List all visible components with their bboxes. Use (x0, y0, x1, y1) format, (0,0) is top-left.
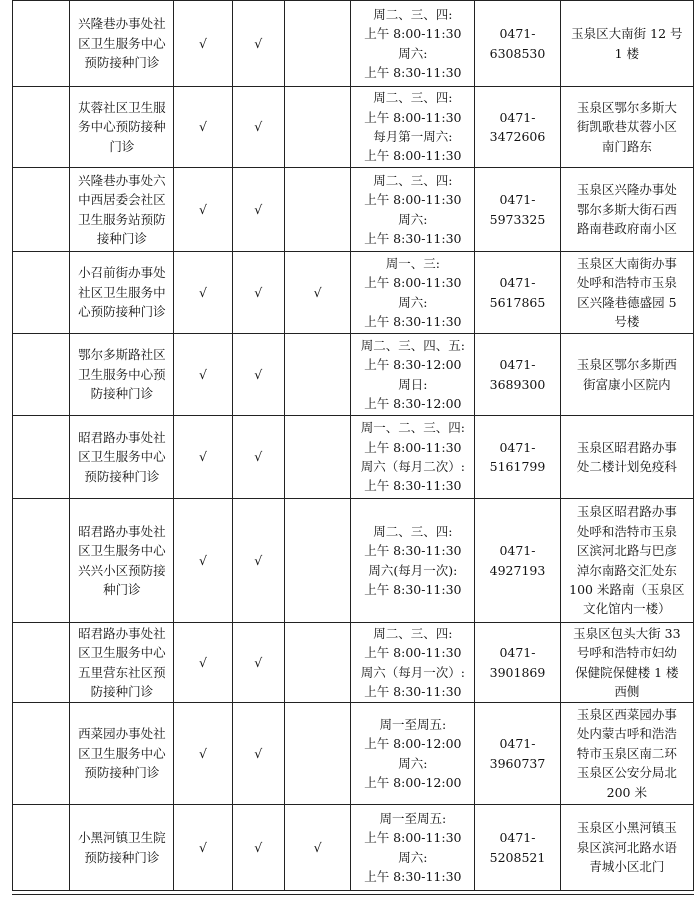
service-check-2: √ (232, 252, 284, 334)
clinic-name-line: 兴隆巷办事处六 (78, 172, 166, 188)
service-hours-line: 上午 8:30-11:30 (364, 478, 462, 494)
service-check-1: √ (174, 334, 232, 416)
clinic-name-line: 预防接种门诊 (84, 55, 160, 71)
phone-number (475, 334, 560, 416)
phone-number (475, 1, 560, 87)
phone-number-line: 5973325 (489, 211, 546, 227)
row-margin-cell (13, 805, 70, 891)
clinic-name-line: 社区卫生服务中 (78, 284, 166, 300)
clinic-name-line: 预防接种门诊 (84, 849, 160, 865)
service-hours (351, 416, 475, 499)
clinic-name-line: 区卫生服务中心 (78, 449, 166, 465)
service-check-1: √ (174, 168, 232, 252)
phone-number (475, 703, 560, 805)
service-hours-line: 上午 8:30-12:00 (364, 357, 462, 373)
clinic-name-line: 卫生服务中心预 (78, 366, 166, 382)
phone-number-line: 6308530 (489, 45, 546, 61)
clinic-name (70, 416, 174, 499)
clinic-address (560, 499, 693, 623)
clinic-address-line: 文化馆内一楼） (583, 601, 671, 617)
clinic-address-line: 玉泉区昭君路办事 (576, 439, 677, 455)
phone-number (475, 87, 560, 168)
clinic-name-line: 预防接种门诊 (84, 765, 160, 781)
clinic-name-line: 门诊 (109, 138, 135, 154)
phone-number-line: 0471- (499, 275, 536, 291)
service-hours-line: 上午 8:30-11:30 (364, 313, 462, 329)
service-hours (351, 499, 475, 623)
service-check-3 (284, 334, 351, 416)
service-check-3 (284, 168, 351, 252)
clinic-address (560, 252, 693, 334)
phone-number-line: 5208521 (489, 849, 546, 865)
service-hours-line: 上午 8:00-11:30 (364, 275, 462, 291)
service-check-1: √ (174, 499, 232, 623)
phone-number-line: 5161799 (489, 459, 546, 474)
row-margin-cell (13, 416, 70, 499)
clinic-name (70, 334, 174, 416)
phone-number-line: 0471- (499, 26, 536, 42)
clinic-name-line: 区卫生服务中心 (78, 35, 166, 51)
service-hours (351, 703, 475, 805)
clinic-address-line: 路南巷政府南小区 (576, 221, 677, 237)
table-row (13, 168, 694, 252)
clinic-name-line: 苁蓉社区卫生服 (78, 99, 166, 115)
service-hours (351, 334, 475, 416)
clinic-address-line: 街富康小区院内 (583, 376, 671, 392)
clinic-name (70, 87, 174, 168)
clinic-name-line: 西菜园办事处社 (78, 726, 166, 742)
service-hours-line: 上午 8:00-11:30 (364, 439, 462, 455)
clinic-address-line: 玉泉区大南街办事 (576, 255, 677, 271)
service-hours (351, 87, 475, 168)
service-hours-line: 周二、三、四: (373, 90, 453, 106)
clinic-address-line: 玉泉区大南街 12 号 (571, 26, 683, 42)
service-hours-line: 上午 8:30-11:30 (364, 683, 462, 699)
service-hours-line: 每月第一周六: (373, 129, 453, 144)
table-row (13, 1, 694, 87)
phone-number (475, 623, 560, 703)
service-check-1: √ (174, 703, 232, 805)
phone-number-line: 4927193 (489, 562, 546, 578)
clinic-table (12, 0, 694, 891)
service-hours-line: 上午 8:30-11:30 (364, 230, 462, 246)
service-check-2: √ (232, 623, 284, 703)
service-hours-line: 周一至周五: (379, 810, 447, 826)
clinic-address-line: 玉泉区西菜园办事 (576, 707, 677, 723)
service-hours-line: 上午 8:00-12:00 (364, 774, 462, 790)
phone-number-line: 3472606 (489, 129, 546, 144)
clinic-name-line: 昭君路办事处社 (78, 625, 166, 641)
clinic-name (70, 499, 174, 623)
clinic-name-line: 鄂尔多斯路社区 (78, 347, 166, 363)
phone-number (475, 499, 560, 623)
service-check-2: √ (232, 87, 284, 168)
service-hours-line: 上午 8:00-11:30 (364, 148, 462, 164)
clinic-name-line: 务中心预防接种 (78, 119, 166, 135)
row-margin-cell (13, 1, 70, 87)
service-hours-line: 周六（每月二次）: (360, 459, 465, 474)
service-hours-line: 周二、三、四: (373, 625, 453, 641)
service-check-2: √ (232, 1, 284, 87)
service-hours-line: 上午 8:00-11:30 (364, 830, 462, 846)
service-hours-line: 上午 8:00-11:30 (364, 645, 462, 661)
table-row (13, 252, 694, 334)
phone-number-line: 0471- (499, 645, 536, 661)
service-hours-line: 上午 8:30-11:30 (364, 543, 462, 559)
row-margin-cell (13, 252, 70, 334)
phone-number-line: 0471- (499, 543, 536, 559)
table-row (13, 87, 694, 168)
clinic-name-line: 防接种门诊 (90, 386, 154, 402)
service-check-3 (284, 416, 351, 499)
clinic-address (560, 1, 693, 87)
service-hours (351, 623, 475, 703)
service-check-1: √ (174, 252, 232, 334)
service-check-3 (284, 623, 351, 703)
service-hours-line: 周二、三、四: (373, 172, 453, 188)
service-hours-line: 上午 8:00-11:30 (364, 192, 462, 208)
service-check-1: √ (174, 1, 232, 87)
table-row (13, 416, 694, 499)
clinic-name-line: 心预防接种门诊 (78, 304, 166, 320)
clinic-address-line: 区滨河北路与巴彦 (576, 543, 677, 559)
phone-number (475, 252, 560, 334)
table-bottom-border (12, 894, 694, 895)
clinic-address-line: 青城小区北门 (589, 859, 665, 875)
phone-number-line: 3689300 (489, 376, 546, 392)
service-hours-line: 上午 8:30-11:30 (364, 868, 462, 884)
clinic-address-line: 玉泉区兴隆办事处 (576, 182, 677, 198)
service-hours-line: 周二、三、四、五: (360, 337, 465, 353)
service-check-3 (284, 499, 351, 623)
service-hours-line: 周六: (398, 211, 428, 227)
row-margin-cell (13, 168, 70, 252)
clinic-address-line: 玉泉区昭君路办事 (576, 504, 677, 520)
phone-number-line: 0471- (499, 192, 536, 208)
service-check-2: √ (232, 499, 284, 623)
service-hours (351, 252, 475, 334)
phone-number-line: 0471- (499, 736, 536, 752)
row-margin-cell (13, 334, 70, 416)
service-check-1: √ (174, 805, 232, 891)
clinic-address-line: 区兴隆巷德盛园 5 (577, 294, 677, 310)
clinic-table-body (13, 1, 694, 891)
service-check-3 (284, 87, 351, 168)
service-hours-line: 上午 8:30-12:00 (364, 395, 462, 411)
clinic-address-line: 西侧 (614, 683, 640, 699)
service-hours-line: 周日: (398, 376, 428, 392)
service-hours-line: 周二、三、四: (373, 523, 453, 539)
clinic-address-line: 号楼 (614, 313, 640, 329)
service-hours-line: 周六(每月一次): (368, 562, 458, 578)
clinic-address-line: 泉区滨河北路水语 (576, 839, 677, 855)
phone-number (475, 168, 560, 252)
service-check-2: √ (232, 416, 284, 499)
service-hours-line: 上午 8:00-11:30 (364, 26, 462, 42)
service-hours-line: 周六: (398, 294, 428, 310)
table-row (13, 499, 694, 623)
clinic-address-line: 处呼和浩特市玉泉 (576, 275, 677, 291)
service-hours (351, 168, 475, 252)
clinic-address (560, 623, 693, 703)
clinic-address-line: 玉泉区包头大街 33 (573, 625, 681, 641)
service-check-3: √ (284, 252, 351, 334)
row-margin-cell (13, 499, 70, 623)
clinic-name-line: 区卫生服务中心 (78, 543, 166, 559)
clinic-name-line: 区卫生服务中心 (78, 645, 166, 661)
service-hours-line: 周六: (398, 755, 428, 771)
row-margin-cell (13, 703, 70, 805)
service-hours (351, 805, 475, 891)
phone-number (475, 416, 560, 499)
service-hours-line: 周一、三: (385, 255, 440, 271)
service-check-2: √ (232, 805, 284, 891)
service-hours-line: 周二、三、四: (373, 6, 453, 22)
service-hours-line: 周六（每月一次）: (360, 664, 465, 680)
table-row (13, 334, 694, 416)
clinic-address (560, 416, 693, 499)
phone-number-line: 0471- (499, 439, 536, 455)
service-hours-line: 上午 8:30-11:30 (364, 581, 462, 597)
clinic-name-line: 小召前街办事处 (78, 265, 166, 281)
clinic-address (560, 87, 693, 168)
clinic-address (560, 334, 693, 416)
clinic-address-line: 玉泉区公安分局北 (576, 765, 677, 781)
clinic-name-line: 小黑河镇卫生院 (78, 830, 166, 846)
clinic-address-line: 处内蒙古呼和浩浩 (576, 726, 677, 742)
clinic-address-line: 保健院保健楼 1 楼 (575, 664, 679, 680)
service-check-3 (284, 1, 351, 87)
clinic-address-line: 街凯歌巷苁蓉小区 (576, 119, 677, 135)
service-hours-line: 上午 8:00-11:30 (364, 109, 462, 125)
service-hours-line: 上午 8:00-12:00 (364, 736, 462, 752)
table-row (13, 623, 694, 703)
clinic-address-line: 号呼和浩特市妇幼 (576, 645, 677, 661)
service-check-1: √ (174, 87, 232, 168)
clinic-name-line: 预防接种门诊 (84, 468, 160, 484)
clinic-address-line: 1 楼 (614, 45, 640, 61)
clinic-address-line: 200 米 (606, 784, 647, 800)
service-check-2: √ (232, 703, 284, 805)
clinic-address-line: 100 米路南（玉泉区 (569, 581, 685, 597)
clinic-name-line: 兴隆巷办事处社 (78, 16, 166, 32)
service-check-2: √ (232, 334, 284, 416)
phone-number (475, 805, 560, 891)
service-hours-line: 上午 8:30-11:30 (364, 64, 462, 80)
service-check-1: √ (174, 623, 232, 703)
clinic-name (70, 703, 174, 805)
phone-number-line: 3901869 (489, 664, 546, 680)
service-check-3 (284, 703, 351, 805)
phone-number-line: 0471- (499, 357, 536, 373)
clinic-name-line: 卫生服务站预防 (78, 211, 166, 227)
service-hours-line: 周六: (398, 45, 428, 61)
clinic-name-line: 接种门诊 (96, 230, 147, 246)
phone-number-line: 5617865 (489, 294, 546, 310)
table-row (13, 805, 694, 891)
row-margin-cell (13, 623, 70, 703)
clinic-name-line: 防接种门诊 (90, 683, 154, 699)
service-hours-line: 周一至周五: (379, 716, 447, 732)
clinic-name (70, 252, 174, 334)
phone-number-line: 0471- (499, 830, 536, 846)
clinic-address-line: 鄂尔多斯大街石西 (576, 201, 677, 217)
phone-number-line: 3960737 (489, 755, 546, 771)
clinic-name-line: 中西居委会社区 (78, 192, 166, 208)
clinic-address-line: 处二楼计划免疫科 (576, 459, 677, 474)
clinic-address-line: 玉泉区鄂尔多斯大 (576, 99, 677, 115)
table-row (13, 703, 694, 805)
clinic-name-line: 昭君路办事处社 (78, 523, 166, 539)
clinic-name-line: 区卫生服务中心 (78, 745, 166, 761)
clinic-name-line: 种门诊 (103, 581, 141, 597)
clinic-address-line: 特市玉泉区南二环 (576, 745, 677, 761)
clinic-address-line: 淖尔南路交汇处东 (576, 562, 677, 578)
clinic-name (70, 805, 174, 891)
service-check-3: √ (284, 805, 351, 891)
clinic-name (70, 623, 174, 703)
service-check-1: √ (174, 416, 232, 499)
row-margin-cell (13, 87, 70, 168)
clinic-address (560, 168, 693, 252)
clinic-name-line: 昭君路办事处社 (78, 429, 166, 445)
service-check-2: √ (232, 168, 284, 252)
clinic-name-line: 兴兴小区预防接 (78, 562, 166, 578)
clinic-address (560, 703, 693, 805)
clinic-name (70, 1, 174, 87)
service-hours-line: 周一、二、三、四: (360, 420, 465, 436)
service-hours-line: 周六: (398, 849, 428, 865)
clinic-address-line: 玉泉区鄂尔多斯西 (576, 357, 677, 373)
clinic-name (70, 168, 174, 252)
clinic-address-line: 南门路东 (601, 138, 652, 154)
service-hours (351, 1, 475, 87)
clinic-name-line: 五里营东社区预 (78, 664, 166, 680)
clinic-address-line: 玉泉区小黑河镇玉 (576, 820, 677, 836)
clinic-address (560, 805, 693, 891)
phone-number-line: 0471- (499, 109, 536, 125)
clinic-address-line: 处呼和浩特市玉泉 (576, 523, 677, 539)
